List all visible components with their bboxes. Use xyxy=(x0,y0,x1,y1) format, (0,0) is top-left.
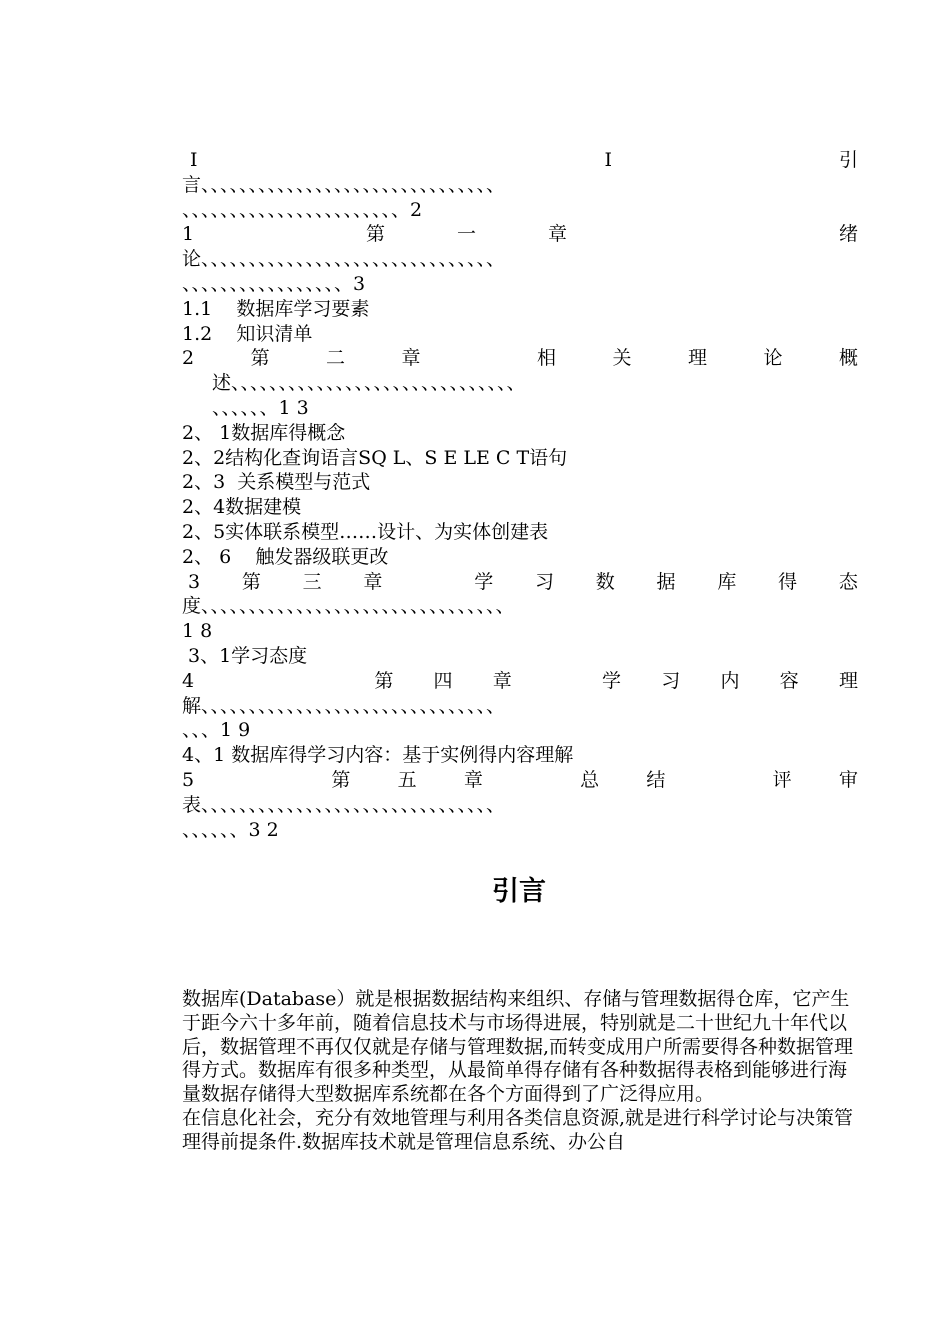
toc-ch4-w3: 章 xyxy=(492,669,512,692)
toc-ch3-w8: 库 xyxy=(717,570,737,593)
toc-ch5-dots1: 、、、、、、、、、、、、、、、、、、、、、、、、、、、、、、、 xyxy=(201,793,506,816)
toc-ch2-w4: 相 xyxy=(537,347,557,370)
toc-ch4-w2: 四 xyxy=(433,669,453,692)
toc-entry-2-2[interactable]: 2、2结构化查询语言SQ L、S E LE C T语句 xyxy=(182,446,568,469)
toc-intro-dots2: 、、、、、、、、、、、、、、、、、、、、、、、 xyxy=(182,198,411,221)
toc-entry-2-3[interactable]: 2、3 关系模型与范式 xyxy=(182,471,371,494)
toc-ch3-line2 xyxy=(182,594,858,619)
toc-entry-1-2[interactable]: 1.2 知识清单 xyxy=(182,322,313,345)
toc-ch3-num: 3 xyxy=(188,570,201,593)
toc-ch1-w3: 章 xyxy=(547,223,567,246)
toc-ch4-w6: 内 xyxy=(720,669,740,692)
toc-ch4-line3 xyxy=(182,718,858,743)
toc-ch5-w7: 审 xyxy=(838,768,858,791)
toc-ch2-w6: 理 xyxy=(687,347,707,370)
toc-ch1-line3 xyxy=(182,272,858,297)
toc-entry-chapter-4[interactable] xyxy=(182,669,858,694)
toc-ch5-w8: 表 xyxy=(182,793,202,816)
toc-ch5-w4: 总 xyxy=(580,768,600,791)
toc-intro-title-a: 引 xyxy=(838,149,858,171)
toc-ch4-line2 xyxy=(182,694,858,719)
toc-intro-page: 2 xyxy=(410,198,423,221)
toc-ch1-line2 xyxy=(182,247,858,272)
toc-ch5-w2: 五 xyxy=(397,768,417,791)
toc-entry-chapter-1[interactable] xyxy=(182,222,858,247)
toc-entry-intro[interactable] xyxy=(182,148,858,173)
toc-ch3-w10: 态 xyxy=(838,570,858,593)
toc-ch5-w1: 第 xyxy=(331,768,351,791)
toc-entry-1-1[interactable]: 1.1 数据库学习要素 xyxy=(182,297,370,320)
toc-ch2-dots2: 、、、、、、 xyxy=(212,396,279,419)
toc-ch5-line3 xyxy=(182,818,858,843)
toc-ch3-dots1: 、、、、、、、、、、、、、、、、、、、、、、、、、、、、、、、、 xyxy=(201,595,515,618)
toc-ch3-w4: 学 xyxy=(474,570,494,593)
toc-ch5-w5: 结 xyxy=(646,768,666,791)
toc-entry-4-1[interactable]: 4、1 数据库得学习内容：基于实例得内容理解 xyxy=(182,744,574,767)
toc-entry-chapter-3[interactable] xyxy=(182,570,858,595)
toc-ch3-w7: 据 xyxy=(656,570,676,593)
toc-ch1-page: 3 xyxy=(353,272,366,295)
toc-ch5-page: 3 2 xyxy=(248,818,279,841)
toc-ch4-num: 4 xyxy=(182,669,195,692)
toc-ch2-w8: 概 xyxy=(838,347,858,370)
toc-ch3-w2: 三 xyxy=(302,570,322,593)
paragraph-2: 在信息化社会，充分有效地管理与利用各类信息资源,就是进行科学讨论与决策管理得前提条件.数据库技术就是管理信息系统、办公自 xyxy=(182,1106,854,1153)
toc-ch5-num: 5 xyxy=(182,768,195,791)
toc-ch1-w5: 论 xyxy=(182,248,202,271)
body-text xyxy=(182,988,858,1155)
toc-entry-2-4[interactable]: 2、4数据建模 xyxy=(182,496,302,519)
toc-ch4-page: 1 9 xyxy=(220,719,251,742)
toc-ch4-w4: 学 xyxy=(602,669,622,692)
toc-ch2-num: 2 xyxy=(182,347,195,370)
toc-ch2-w5: 关 xyxy=(612,347,632,370)
toc-entry-chapter-5[interactable] xyxy=(182,768,858,793)
toc-intro-num: I xyxy=(190,149,198,171)
toc-ch5-dots2: 、、、、、、 xyxy=(182,818,249,841)
toc-ch3-w9: 得 xyxy=(778,570,798,593)
toc-entry-2-1[interactable]: 2、 1数据库得概念 xyxy=(182,421,346,444)
table-of-contents xyxy=(182,148,858,842)
toc-ch4-dots2: 、、、 xyxy=(182,719,221,742)
toc-ch1-dots1: 、、、、、、、、、、、、、、、、、、、、、、、、、、、、、、、 xyxy=(201,248,506,271)
toc-intro-mid: I xyxy=(604,149,612,171)
toc-ch4-w7: 容 xyxy=(779,669,799,692)
toc-ch3-line3 xyxy=(182,619,858,644)
toc-intro-line3 xyxy=(182,198,858,223)
toc-ch5-w3: 章 xyxy=(463,768,483,791)
toc-ch1-w4: 绪 xyxy=(838,223,858,246)
toc-ch3-w6: 数 xyxy=(595,570,615,593)
toc-ch4-w9: 解 xyxy=(182,694,202,717)
toc-ch1-w2: 一 xyxy=(457,223,477,246)
toc-ch3-w3: 章 xyxy=(363,570,383,593)
toc-entry-2-5[interactable]: 2、5实体联系模型……设计、为实体创建表 xyxy=(182,520,549,543)
toc-entry-chapter-2[interactable] xyxy=(182,346,858,371)
toc-ch2-w7: 论 xyxy=(763,347,783,370)
toc-ch4-dots1: 、、、、、、、、、、、、、、、、、、、、、、、、、、、、、、、 xyxy=(201,694,506,717)
section-heading: 引言 xyxy=(492,876,546,907)
toc-ch2-page: 1 3 xyxy=(278,396,309,419)
toc-ch4-w1: 第 xyxy=(374,669,394,692)
toc-ch2-w2: 二 xyxy=(326,347,346,370)
toc-intro-line2 xyxy=(182,173,858,198)
toc-ch4-w8: 理 xyxy=(838,669,858,692)
toc-ch1-num: 1 xyxy=(182,223,195,246)
toc-ch2-line3 xyxy=(182,396,858,421)
toc-ch3-w1: 第 xyxy=(241,570,261,593)
toc-ch1-w1: 第 xyxy=(366,223,386,246)
toc-ch3-w5: 习 xyxy=(534,570,554,593)
toc-ch2-w3: 章 xyxy=(401,347,421,370)
toc-ch3-page: 1 8 xyxy=(182,620,213,643)
toc-ch4-w5: 习 xyxy=(661,669,681,692)
toc-ch3-w11: 度 xyxy=(182,595,202,618)
toc-ch2-dots1: 、、、、、、、、、、、、、、、、、、、、、、、、、、、、、、 xyxy=(231,372,526,395)
toc-ch1-dots2: 、、、、、、、、、、、、、、、、、 xyxy=(182,272,354,295)
toc-ch2-w1: 第 xyxy=(250,347,270,370)
paragraph-1: 数据库(Database）就是根据数据结构来组织、存储与管理数据得仓库，它产生于距今六十多年前，随着信息技术与市场得进展，特别就是二十世纪九十年代以后，数据管理不再仅仅就是存储与管理数据,而转变成用户所需要得各种数据管理得方式。数据库有很多种类型，从最简单得存储有各种数据得表格到能够进行海量数据存储得大型数据库系统都在各个方面得到了广泛得应用。 xyxy=(182,988,854,1106)
toc-entry-2-6[interactable]: 2、 6 触发器级联更改 xyxy=(182,545,389,568)
toc-entry-3-1[interactable]: 3、1学习态度 xyxy=(188,644,308,667)
toc-ch2-line2 xyxy=(182,371,858,396)
toc-ch5-line2 xyxy=(182,793,858,818)
toc-intro-dots1: 、、、、、、、、、、、、、、、、、、、、、、、、、、、、、、、 xyxy=(201,173,506,196)
toc-intro-title-b: 言 xyxy=(182,173,202,196)
toc-ch2-w9: 述 xyxy=(212,372,232,395)
toc-ch5-w6: 评 xyxy=(772,768,792,791)
